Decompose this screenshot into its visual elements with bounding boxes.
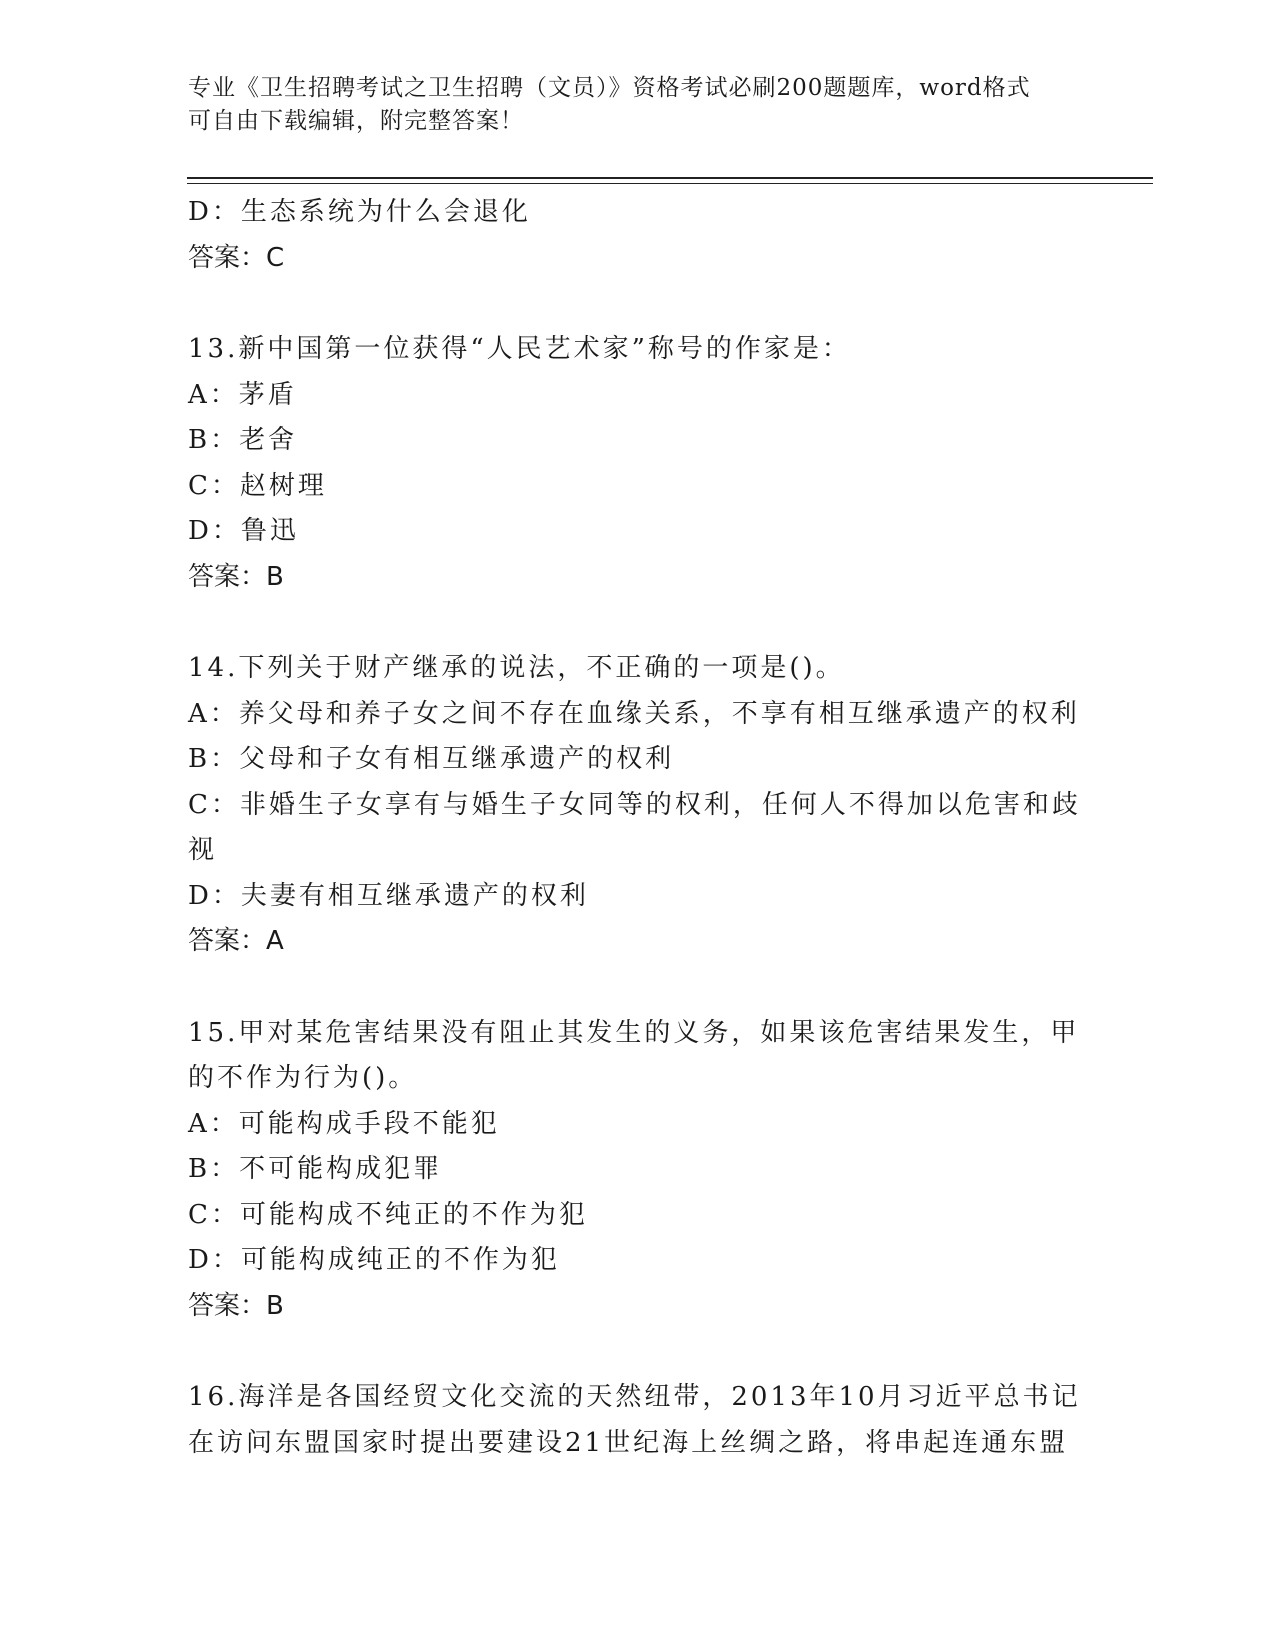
- option-d: D：可能构成纯正的不作为犯: [188, 1245, 560, 1275]
- question-stem: 15.甲对某危害结果没有阻止其发生的义务，如果该危害结果发生，甲: [188, 1017, 1080, 1048]
- previous-question-tail: [188, 190, 1088, 281]
- option-a: A：茅盾: [188, 379, 297, 410]
- option-d: D：鲁迅: [188, 516, 299, 546]
- question-stem: 14.下列关于财产继承的说法，不正确的一项是()。: [188, 653, 845, 683]
- answer-line: 答案：A: [188, 926, 284, 956]
- header-rule-thick: [187, 177, 1153, 179]
- option-c: C：可能构成不纯正的不作为犯: [188, 1199, 588, 1230]
- question-stem: 16.海洋是各国经贸文化交流的天然纽带，2013年10月习近平总书记: [188, 1382, 1081, 1412]
- header-line-2: 可自由下载编辑，附完整答案！: [188, 108, 524, 134]
- spacer: [188, 1329, 1088, 1375]
- answer-line: 答案：B: [188, 561, 284, 592]
- answer-line: 答案：B: [188, 1290, 284, 1321]
- option-b: B：不可能构成犯罪: [188, 1154, 443, 1184]
- document-header: [188, 72, 1068, 138]
- question-stem: 13.新中国第一位获得“人民艺术家”称号的作家是：: [188, 334, 851, 364]
- option-c-continued: 视: [188, 835, 218, 865]
- question-stem-continued: 在访问东盟国家时提出要建设21世纪海上丝绸之路，将串起连通东盟: [188, 1427, 1069, 1458]
- answer-line: 答案：C: [188, 242, 285, 273]
- option-d: D：夫妻有相互继承遗产的权利: [188, 880, 589, 911]
- header-line-1: 专业《卫生招聘考试之卫生招聘（文员）》资格考试必刷200题题库，word格式: [188, 75, 1031, 101]
- question-14: [188, 646, 1088, 965]
- question-stem-continued: 的不作为行为()。: [188, 1063, 418, 1093]
- question-content: [188, 190, 1088, 1466]
- option-b: B：老舍: [188, 425, 298, 455]
- option-b: B：父母和子女有相互继承遗产的权利: [188, 744, 675, 774]
- option-c: C：非婚生子女享有与婚生子女同等的权利，任何人不得加以危害和歧: [188, 789, 1081, 820]
- header-rule-thin: [187, 183, 1153, 184]
- question-16: [188, 1375, 1088, 1466]
- spacer: [188, 965, 1088, 1011]
- spacer: [188, 600, 1088, 646]
- question-15: [188, 1011, 1088, 1330]
- option-a: A：养父母和养子女之间不存在血缘关系，不享有相互继承遗产的权利: [188, 698, 1080, 729]
- option-d: D：生态系统为什么会退化: [188, 197, 531, 227]
- option-a: A：可能构成手段不能犯: [188, 1108, 500, 1139]
- option-c: C：赵树理: [188, 470, 327, 501]
- question-13: [188, 327, 1088, 600]
- spacer: [188, 281, 1088, 327]
